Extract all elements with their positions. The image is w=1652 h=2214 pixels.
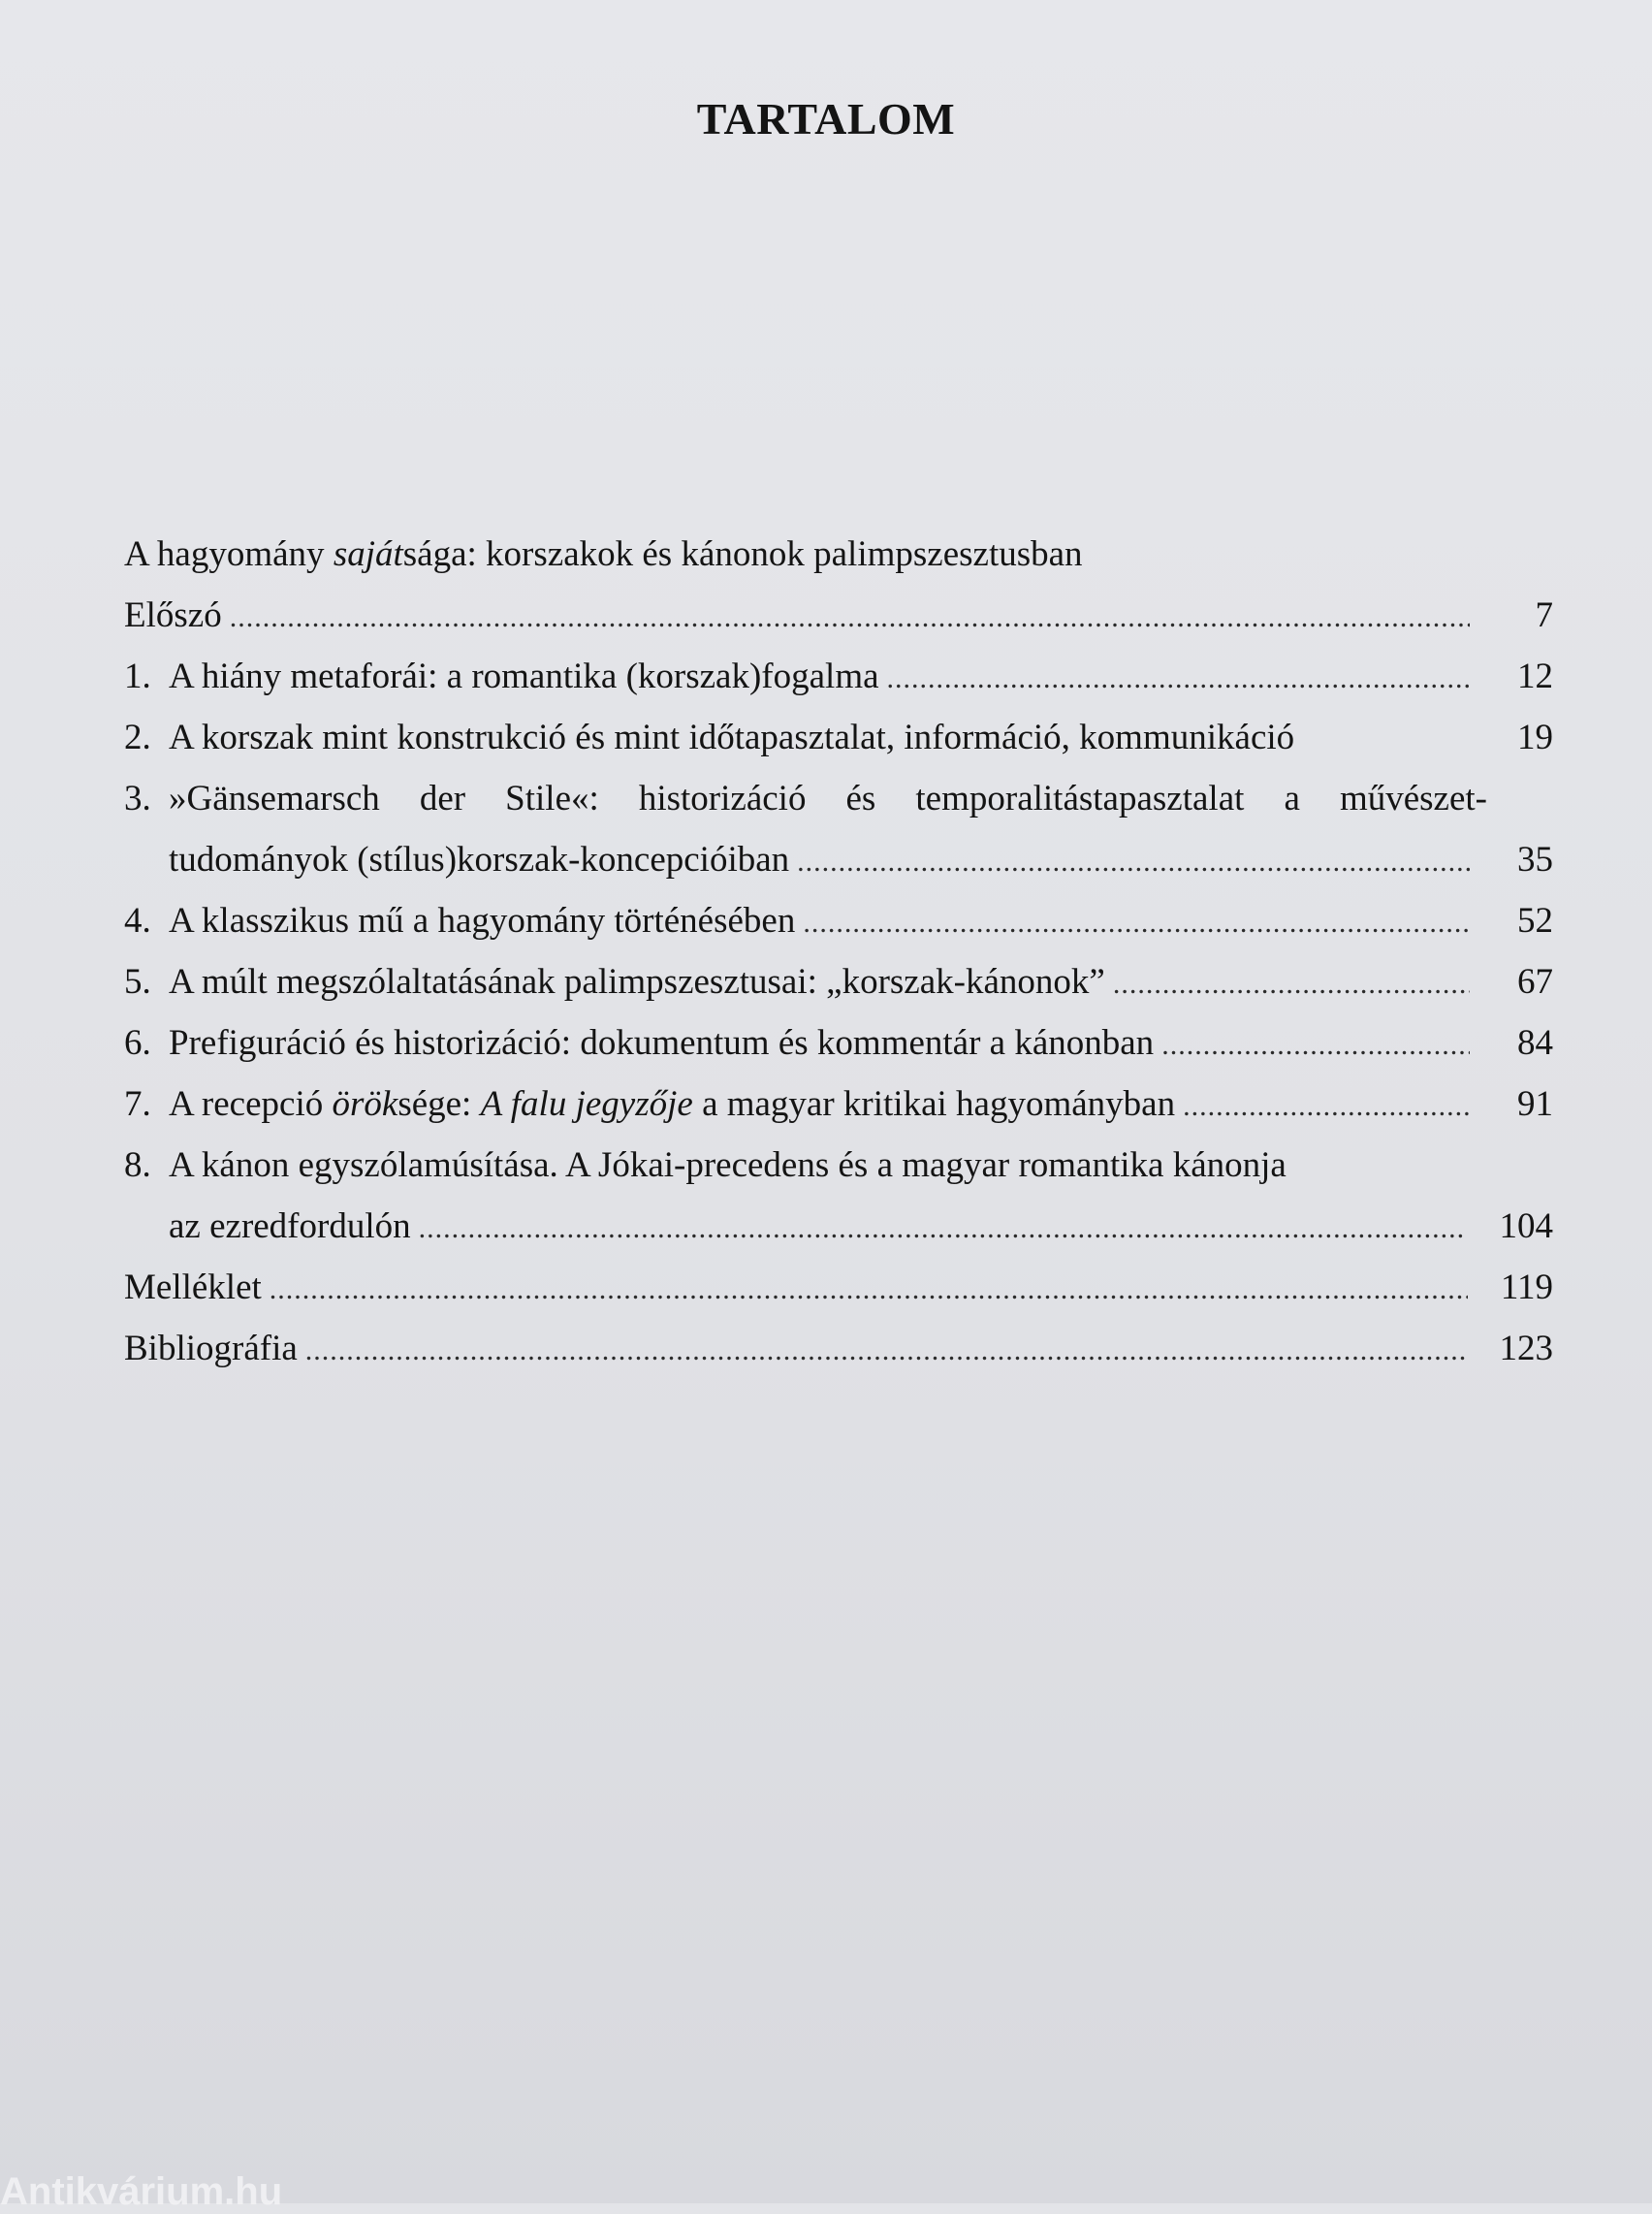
dot-leader (419, 1198, 1467, 1259)
toc-entry-chapter-2[interactable] (124, 707, 1553, 768)
toc-page-number: 52 (1517, 901, 1553, 941)
chapter-number: 4. (124, 901, 151, 941)
dot-leader (1113, 953, 1470, 1014)
toc-entry-chapter-6[interactable] (124, 1012, 1553, 1074)
toc-page-number: 104 (1499, 1206, 1553, 1246)
toc-entry-label: A kánon egyszólamúsítása. A Jókai-precedens és a magyar romantika kánonja (169, 1145, 1287, 1185)
toc-entry-label-continued: tudományok (stílus)korszak-koncepcióiban (169, 840, 790, 880)
dot-leader (797, 831, 1470, 892)
toc-entry-eloszo[interactable] (124, 585, 1553, 646)
toc-entry-chapter-3-line-2[interactable] (124, 829, 1553, 890)
toc-entry-bibliografia[interactable] (124, 1318, 1553, 1379)
toc-page-number: 123 (1499, 1329, 1553, 1368)
toc-entry-label: Bibliográfia (124, 1329, 298, 1368)
toc-entry-label: A recepció öröksége: A falu jegyzője a magyar kritikai hagyományban (169, 1084, 1176, 1124)
chapter-number: 3. (124, 779, 151, 818)
toc-entry-label: Előszó (124, 595, 222, 635)
toc-entry-chapter-4[interactable] (124, 890, 1553, 951)
toc-entry-label: A múlt megszólaltatásának palimpszesztusai: „korszak-kánonok” (169, 962, 1105, 1002)
dot-leader (230, 587, 1470, 648)
toc-entry-chapter-7[interactable] (124, 1074, 1553, 1135)
toc-entry-chapter-5[interactable] (124, 951, 1553, 1012)
toc-entry-label: »Gänsemarsch der Stile«: historizáció és temporalitástapasztalat a művészet- (169, 779, 1487, 818)
dot-leader (1161, 1014, 1470, 1075)
intro-text-pre: A hagyomány (124, 534, 334, 574)
dot-leader (270, 1259, 1468, 1320)
chapter-number: 1. (124, 657, 151, 696)
toc-page-number: 84 (1517, 1023, 1553, 1063)
toc-entry-chapter-1[interactable] (124, 646, 1553, 707)
table-of-contents (124, 524, 1553, 1379)
chapter-number: 5. (124, 962, 151, 1002)
intro-text-em: saját (333, 534, 403, 574)
toc-entry-chapter-3-line-1[interactable] (124, 768, 1553, 829)
toc-page-number: 119 (1500, 1267, 1553, 1307)
toc-page-number: 67 (1517, 962, 1553, 1002)
toc-page-number: 19 (1517, 718, 1553, 757)
chapter-number: 6. (124, 1023, 151, 1063)
intro-text-post: sága: korszakok és kánonok palimpszesztusban (402, 534, 1083, 574)
watermark-logo: Antikvárium.hu (0, 2170, 283, 2213)
chapter-number: 7. (124, 1084, 151, 1124)
dot-leader (1183, 1075, 1470, 1137)
chapter-number: 8. (124, 1145, 151, 1185)
toc-page-number: 91 (1517, 1084, 1553, 1124)
toc-entry-label: A klasszikus mű a hagyomány történésében (169, 901, 796, 941)
toc-entry-label: Melléklet (124, 1267, 262, 1307)
toc-entry-chapter-8-line-2[interactable] (124, 1196, 1553, 1257)
toc-entry-label: A hiány metaforái: a romantika (korszak)fogalma (169, 657, 879, 696)
chapter-number: 2. (124, 718, 151, 757)
toc-entry-label: A korszak mint konstrukció és mint időtapasztalat, információ, kommunikáció (169, 718, 1295, 757)
dot-leader (887, 648, 1470, 709)
page-title: TARTALOM (696, 94, 956, 144)
dot-leader (803, 892, 1470, 953)
toc-entry-chapter-8-line-1[interactable] (124, 1135, 1553, 1196)
dot-leader (305, 1320, 1467, 1381)
toc-entry-melleklet[interactable] (124, 1257, 1553, 1318)
toc-page-number: 35 (1517, 840, 1553, 880)
toc-intro-heading (124, 524, 1553, 585)
toc-entry-label: Prefiguráció és historizáció: dokumentum és kommentár a kánonban (169, 1023, 1155, 1063)
toc-entry-label-continued: az ezredfordulón (169, 1206, 411, 1246)
toc-page-number: 12 (1517, 657, 1553, 696)
toc-page-number: 7 (1535, 595, 1553, 635)
